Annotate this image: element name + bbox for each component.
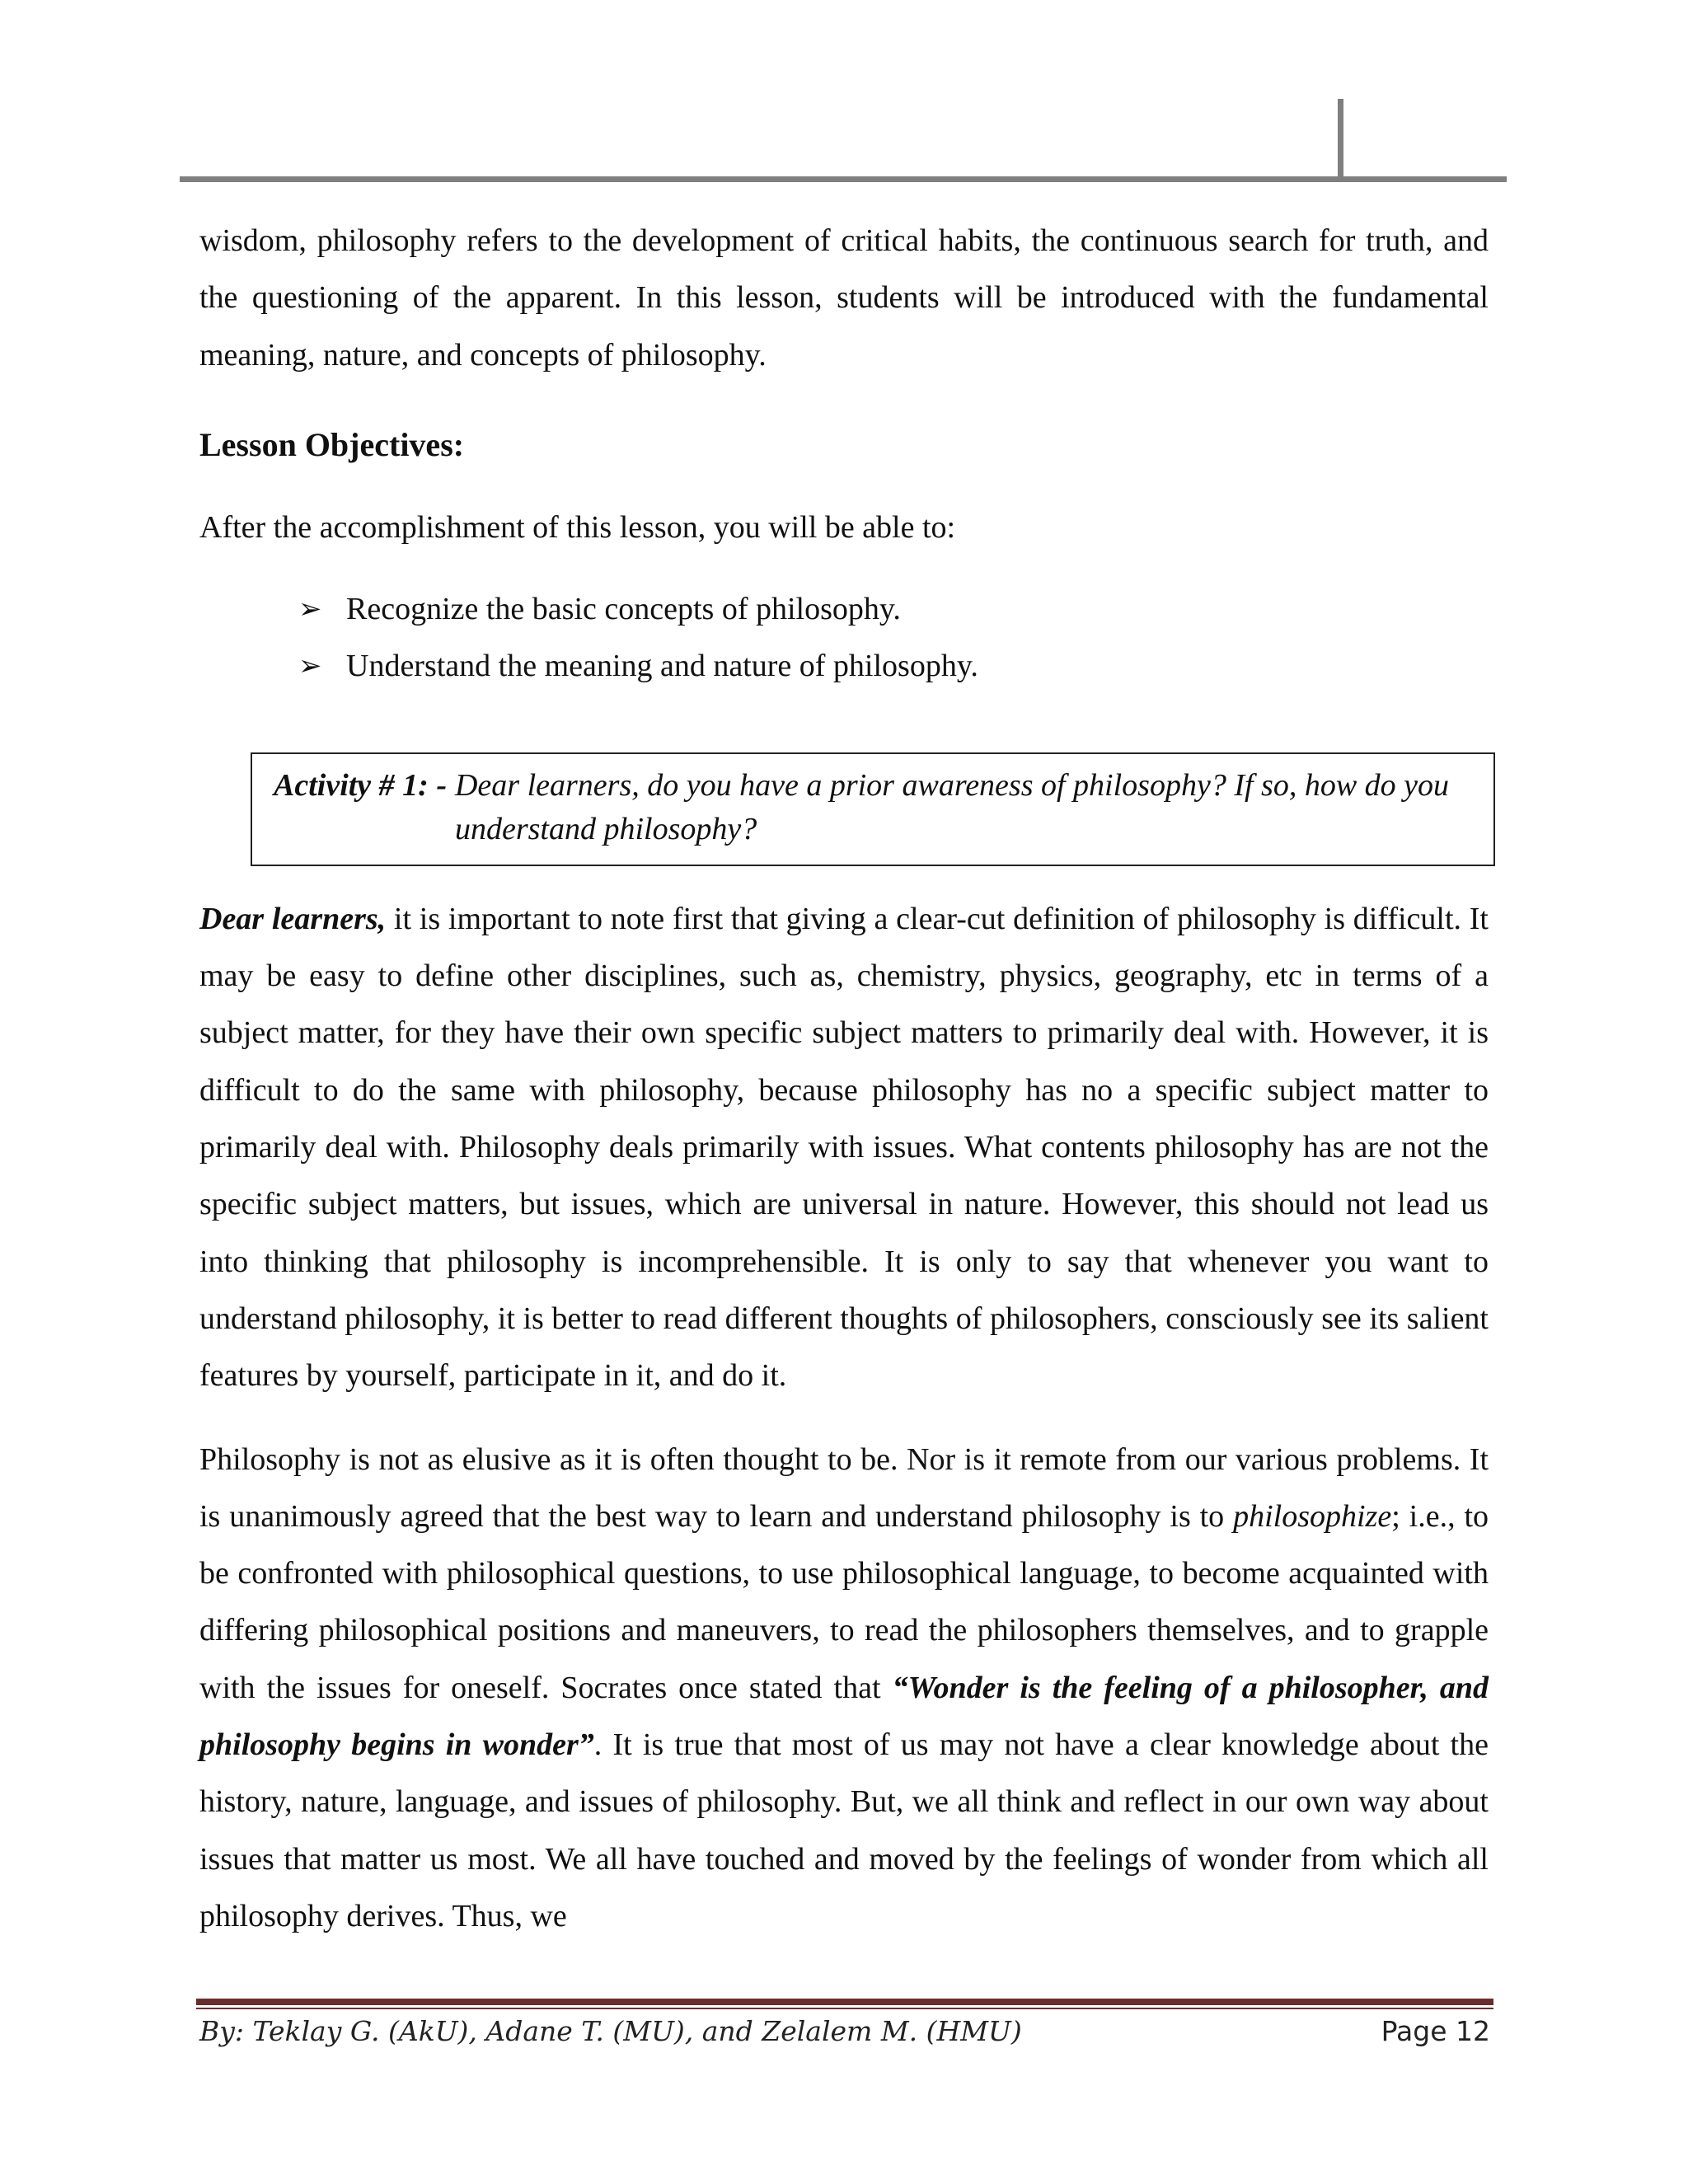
paragraph-dear-learners <box>199 891 1489 1405</box>
header-rule <box>180 176 1507 182</box>
arrow-bullet-icon: ➢ <box>298 649 322 682</box>
objective-text: Understand the meaning and nature of philosophy. <box>346 648 978 683</box>
arrow-bullet-icon: ➢ <box>298 592 322 626</box>
page-number: Page 12 <box>1381 2015 1490 2047</box>
list-item <box>298 581 1489 638</box>
paragraph-part: Philosophy is not as elusive as it is often thought to be. Nor is it remote from our various problems. It is unanimously agreed that the best way to learn and understand philosophy is to <box>199 1441 1489 1534</box>
objectives-intro: After the accomplishment of this lesson, you will be able to: <box>199 509 956 545</box>
objectives-list <box>199 581 1489 695</box>
activity-label: Activity # 1: - <box>274 767 447 803</box>
page-content <box>199 213 1489 1945</box>
socrates-quote: “Wonder is the feeling of a philosopher, and philosophy begins in wonder” <box>199 1670 1489 1763</box>
header-tick <box>1338 99 1343 181</box>
paragraph-part: . It is true that most of us may not have a clear knowledge about the history, nature, language, and issues of philosophy. But, we all think and reflect in our own way about issues that matter us most. We all have touched and moved by the feelings of wonder from which all philosophy derives. Thus, we <box>199 1727 1489 1933</box>
italic-term: philosophize <box>1233 1498 1392 1534</box>
activity-text: Dear learners, do you have a prior awareness of philosophy? If so, how do you understand philosophy? <box>454 767 1450 846</box>
objective-text: Recognize the basic concepts of philosophy. <box>346 591 901 626</box>
paragraph-lead: Dear learners, <box>199 901 387 936</box>
footer-rule-thin <box>196 2008 1493 2009</box>
paragraph-philosophize <box>199 1432 1489 1946</box>
intro-paragraph: wisdom, philosophy refers to the development of critical habits, the continuous search for truth, and the questioning of the apparent. In this lesson, students will be introduced with the fundamental meaning, nature, and concepts of philosophy. <box>199 223 1489 373</box>
activity-box <box>251 752 1495 866</box>
list-item <box>298 638 1489 695</box>
paragraph-body: it is important to note first that giving a clear-cut definition of philosophy is difficult. It may be easy to define other disciplines, such as, chemistry, physics, geography, etc in terms of a subject matter, for they have their own specific subject matters to primarily deal with. However, it is difficult to do the same with philosophy, because philosophy has no a specific subject matter to primarily deal with. Philosophy deals primarily with issues. What contents philosophy has are not the specific subject matters, but issues, which are universal in nature. However, this should not lead us into thinking that philosophy is incomprehensible. It is only to say that whenever you want to understand philosophy, it is better to read different thoughts of philosophers, consciously see its salient features by yourself, participate in it, and do it. <box>199 901 1489 1394</box>
footer-authors: By: Teklay G. (AkU), Adane T. (MU), and Zelalem M. (HMU) <box>199 2015 1022 2047</box>
paragraph-part: ; i.e., to be confronted with philosophical questions, to use philosophical language, to become acquainted with differing philosophical positions and maneuvers, to read the philosophers themselves, and to grapple with the issues for oneself. Socrates once stated that <box>199 1498 1489 1705</box>
objectives-heading: Lesson Objectives: <box>199 425 465 463</box>
footer-rule <box>196 1999 1493 2005</box>
